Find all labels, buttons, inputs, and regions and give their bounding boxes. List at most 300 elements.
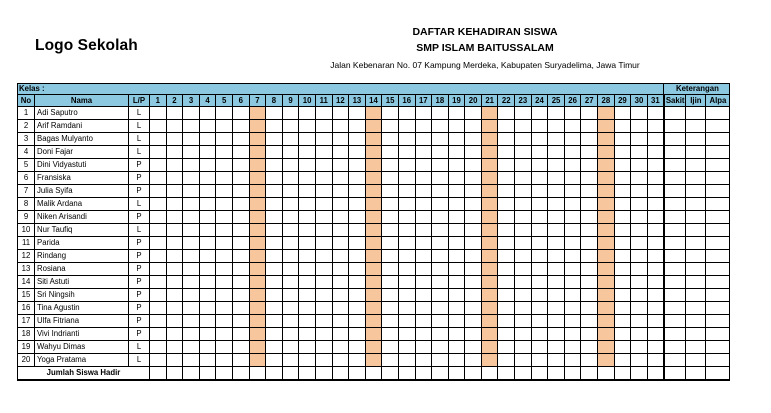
attendance-cell[interactable]	[150, 250, 167, 263]
attendance-cell[interactable]	[465, 341, 482, 354]
attendance-cell[interactable]	[548, 263, 565, 276]
attendance-cell[interactable]	[150, 302, 167, 315]
attendance-cell[interactable]	[515, 237, 532, 250]
attendance-cell[interactable]	[415, 354, 432, 367]
ket-cell-sakit[interactable]	[664, 159, 686, 172]
attendance-cell[interactable]	[598, 107, 615, 120]
ket-cell-alpa[interactable]	[706, 107, 730, 120]
attendance-cell[interactable]	[498, 276, 515, 289]
attendance-cell[interactable]	[315, 133, 332, 146]
attendance-cell[interactable]	[398, 159, 415, 172]
attendance-cell[interactable]	[315, 224, 332, 237]
attendance-cell[interactable]	[349, 250, 366, 263]
attendance-cell[interactable]	[349, 185, 366, 198]
attendance-cell[interactable]	[564, 237, 581, 250]
attendance-cell[interactable]	[614, 146, 631, 159]
attendance-cell[interactable]	[598, 250, 615, 263]
attendance-cell[interactable]	[266, 146, 283, 159]
attendance-cell[interactable]	[631, 302, 648, 315]
attendance-cell[interactable]	[498, 250, 515, 263]
attendance-cell[interactable]	[232, 120, 249, 133]
ket-cell-alpa[interactable]	[706, 159, 730, 172]
attendance-cell[interactable]	[515, 341, 532, 354]
attendance-cell[interactable]	[315, 211, 332, 224]
attendance-cell[interactable]	[432, 315, 449, 328]
attendance-cell[interactable]	[631, 185, 648, 198]
attendance-cell[interactable]	[365, 159, 382, 172]
attendance-cell[interactable]	[232, 107, 249, 120]
attendance-cell[interactable]	[216, 120, 233, 133]
ket-cell-ijin[interactable]	[686, 107, 706, 120]
attendance-cell[interactable]	[315, 250, 332, 263]
attendance-cell[interactable]	[249, 185, 266, 198]
attendance-cell[interactable]	[299, 315, 316, 328]
attendance-cell[interactable]	[315, 185, 332, 198]
ket-cell-sakit[interactable]	[664, 120, 686, 133]
attendance-cell[interactable]	[382, 302, 399, 315]
ket-cell-sakit[interactable]	[664, 354, 686, 367]
attendance-cell[interactable]	[299, 107, 316, 120]
attendance-cell[interactable]	[432, 120, 449, 133]
attendance-cell[interactable]	[232, 159, 249, 172]
attendance-cell[interactable]	[515, 185, 532, 198]
attendance-cell[interactable]	[531, 237, 548, 250]
attendance-cell[interactable]	[183, 198, 200, 211]
attendance-cell[interactable]	[531, 224, 548, 237]
attendance-cell[interactable]	[498, 211, 515, 224]
attendance-cell[interactable]	[365, 237, 382, 250]
attendance-cell[interactable]	[448, 133, 465, 146]
attendance-cell[interactable]	[382, 198, 399, 211]
attendance-cell[interactable]	[166, 159, 183, 172]
attendance-cell[interactable]	[465, 146, 482, 159]
attendance-cell[interactable]	[299, 263, 316, 276]
attendance-cell[interactable]	[199, 146, 216, 159]
attendance-cell[interactable]	[448, 250, 465, 263]
attendance-cell[interactable]	[249, 354, 266, 367]
attendance-cell[interactable]	[481, 250, 498, 263]
attendance-cell[interactable]	[183, 315, 200, 328]
attendance-cell[interactable]	[299, 276, 316, 289]
attendance-cell[interactable]	[448, 237, 465, 250]
attendance-cell[interactable]	[548, 224, 565, 237]
attendance-cell[interactable]	[515, 302, 532, 315]
attendance-cell[interactable]	[232, 263, 249, 276]
attendance-cell[interactable]	[531, 172, 548, 185]
attendance-cell[interactable]	[199, 172, 216, 185]
attendance-cell[interactable]	[166, 120, 183, 133]
attendance-cell[interactable]	[199, 133, 216, 146]
attendance-cell[interactable]	[564, 341, 581, 354]
attendance-cell[interactable]	[531, 198, 548, 211]
attendance-cell[interactable]	[299, 237, 316, 250]
attendance-cell[interactable]	[398, 107, 415, 120]
attendance-cell[interactable]	[598, 276, 615, 289]
attendance-cell[interactable]	[581, 198, 598, 211]
ket-cell-sakit[interactable]	[664, 315, 686, 328]
attendance-cell[interactable]	[581, 185, 598, 198]
attendance-cell[interactable]	[365, 250, 382, 263]
attendance-cell[interactable]	[365, 185, 382, 198]
attendance-cell[interactable]	[166, 263, 183, 276]
ket-cell-ijin[interactable]	[686, 276, 706, 289]
attendance-cell[interactable]	[548, 237, 565, 250]
ket-cell-sakit[interactable]	[664, 302, 686, 315]
attendance-cell[interactable]	[398, 120, 415, 133]
attendance-cell[interactable]	[631, 211, 648, 224]
attendance-cell[interactable]	[382, 120, 399, 133]
attendance-cell[interactable]	[349, 328, 366, 341]
attendance-cell[interactable]	[199, 237, 216, 250]
attendance-cell[interactable]	[564, 133, 581, 146]
ket-cell-alpa[interactable]	[706, 250, 730, 263]
attendance-cell[interactable]	[415, 302, 432, 315]
attendance-cell[interactable]	[249, 341, 266, 354]
attendance-cell[interactable]	[299, 185, 316, 198]
attendance-cell[interactable]	[282, 341, 299, 354]
attendance-cell[interactable]	[183, 237, 200, 250]
attendance-cell[interactable]	[581, 302, 598, 315]
attendance-cell[interactable]	[647, 146, 664, 159]
attendance-cell[interactable]	[564, 328, 581, 341]
attendance-cell[interactable]	[498, 120, 515, 133]
attendance-cell[interactable]	[631, 107, 648, 120]
attendance-cell[interactable]	[531, 146, 548, 159]
attendance-cell[interactable]	[398, 341, 415, 354]
attendance-cell[interactable]	[166, 276, 183, 289]
attendance-cell[interactable]	[564, 211, 581, 224]
attendance-cell[interactable]	[232, 172, 249, 185]
ket-cell-ijin[interactable]	[686, 211, 706, 224]
attendance-cell[interactable]	[332, 120, 349, 133]
attendance-cell[interactable]	[166, 328, 183, 341]
attendance-cell[interactable]	[548, 133, 565, 146]
attendance-cell[interactable]	[249, 133, 266, 146]
attendance-cell[interactable]	[548, 211, 565, 224]
attendance-cell[interactable]	[498, 315, 515, 328]
attendance-cell[interactable]	[166, 172, 183, 185]
attendance-cell[interactable]	[448, 211, 465, 224]
attendance-cell[interactable]	[432, 289, 449, 302]
attendance-cell[interactable]	[365, 289, 382, 302]
attendance-cell[interactable]	[647, 107, 664, 120]
ket-cell-ijin[interactable]	[686, 146, 706, 159]
ket-cell-ijin[interactable]	[686, 289, 706, 302]
attendance-cell[interactable]	[150, 263, 167, 276]
attendance-cell[interactable]	[216, 146, 233, 159]
ket-cell-alpa[interactable]	[706, 224, 730, 237]
attendance-cell[interactable]	[465, 263, 482, 276]
attendance-cell[interactable]	[332, 263, 349, 276]
attendance-cell[interactable]	[282, 289, 299, 302]
attendance-cell[interactable]	[249, 172, 266, 185]
attendance-cell[interactable]	[631, 159, 648, 172]
attendance-cell[interactable]	[647, 302, 664, 315]
attendance-cell[interactable]	[216, 107, 233, 120]
ket-cell-sakit[interactable]	[664, 224, 686, 237]
attendance-cell[interactable]	[150, 237, 167, 250]
attendance-cell[interactable]	[465, 172, 482, 185]
attendance-cell[interactable]	[216, 289, 233, 302]
attendance-cell[interactable]	[349, 276, 366, 289]
ket-cell-ijin[interactable]	[686, 341, 706, 354]
attendance-cell[interactable]	[598, 120, 615, 133]
attendance-cell[interactable]	[481, 159, 498, 172]
attendance-cell[interactable]	[166, 341, 183, 354]
ket-cell-alpa[interactable]	[706, 211, 730, 224]
attendance-cell[interactable]	[448, 302, 465, 315]
attendance-cell[interactable]	[548, 328, 565, 341]
attendance-cell[interactable]	[481, 341, 498, 354]
attendance-cell[interactable]	[498, 302, 515, 315]
attendance-cell[interactable]	[282, 120, 299, 133]
attendance-cell[interactable]	[415, 198, 432, 211]
attendance-cell[interactable]	[581, 328, 598, 341]
attendance-cell[interactable]	[266, 211, 283, 224]
attendance-cell[interactable]	[315, 263, 332, 276]
attendance-cell[interactable]	[465, 107, 482, 120]
attendance-cell[interactable]	[199, 250, 216, 263]
attendance-cell[interactable]	[266, 289, 283, 302]
attendance-cell[interactable]	[349, 172, 366, 185]
attendance-cell[interactable]	[282, 354, 299, 367]
attendance-cell[interactable]	[498, 133, 515, 146]
attendance-cell[interactable]	[266, 159, 283, 172]
attendance-cell[interactable]	[232, 211, 249, 224]
attendance-cell[interactable]	[382, 289, 399, 302]
attendance-cell[interactable]	[216, 341, 233, 354]
attendance-cell[interactable]	[481, 276, 498, 289]
attendance-cell[interactable]	[183, 289, 200, 302]
attendance-cell[interactable]	[232, 250, 249, 263]
attendance-cell[interactable]	[398, 315, 415, 328]
attendance-cell[interactable]	[315, 237, 332, 250]
attendance-cell[interactable]	[415, 107, 432, 120]
attendance-cell[interactable]	[332, 341, 349, 354]
ket-cell-alpa[interactable]	[706, 185, 730, 198]
attendance-cell[interactable]	[564, 107, 581, 120]
attendance-cell[interactable]	[282, 315, 299, 328]
attendance-cell[interactable]	[299, 341, 316, 354]
attendance-cell[interactable]	[266, 250, 283, 263]
attendance-cell[interactable]	[183, 172, 200, 185]
attendance-cell[interactable]	[481, 120, 498, 133]
attendance-cell[interactable]	[249, 107, 266, 120]
attendance-cell[interactable]	[249, 237, 266, 250]
attendance-cell[interactable]	[398, 263, 415, 276]
attendance-cell[interactable]	[548, 159, 565, 172]
attendance-cell[interactable]	[531, 211, 548, 224]
attendance-cell[interactable]	[150, 224, 167, 237]
attendance-cell[interactable]	[465, 289, 482, 302]
attendance-cell[interactable]	[515, 276, 532, 289]
attendance-cell[interactable]	[515, 354, 532, 367]
attendance-cell[interactable]	[216, 237, 233, 250]
attendance-cell[interactable]	[183, 354, 200, 367]
attendance-cell[interactable]	[266, 354, 283, 367]
attendance-cell[interactable]	[365, 172, 382, 185]
attendance-cell[interactable]	[515, 315, 532, 328]
attendance-cell[interactable]	[465, 133, 482, 146]
attendance-cell[interactable]	[166, 354, 183, 367]
attendance-cell[interactable]	[398, 302, 415, 315]
attendance-cell[interactable]	[415, 133, 432, 146]
attendance-cell[interactable]	[199, 263, 216, 276]
attendance-cell[interactable]	[598, 133, 615, 146]
attendance-cell[interactable]	[415, 172, 432, 185]
ket-cell-sakit[interactable]	[664, 276, 686, 289]
attendance-cell[interactable]	[398, 276, 415, 289]
attendance-cell[interactable]	[282, 185, 299, 198]
attendance-cell[interactable]	[448, 146, 465, 159]
attendance-cell[interactable]	[515, 172, 532, 185]
attendance-cell[interactable]	[515, 289, 532, 302]
attendance-cell[interactable]	[432, 133, 449, 146]
attendance-cell[interactable]	[332, 354, 349, 367]
attendance-cell[interactable]	[382, 328, 399, 341]
attendance-cell[interactable]	[249, 263, 266, 276]
attendance-cell[interactable]	[282, 263, 299, 276]
ket-cell-alpa[interactable]	[706, 276, 730, 289]
attendance-cell[interactable]	[647, 185, 664, 198]
attendance-cell[interactable]	[647, 328, 664, 341]
attendance-cell[interactable]	[216, 263, 233, 276]
attendance-cell[interactable]	[216, 159, 233, 172]
attendance-cell[interactable]	[332, 159, 349, 172]
attendance-cell[interactable]	[581, 159, 598, 172]
attendance-cell[interactable]	[515, 224, 532, 237]
attendance-cell[interactable]	[349, 354, 366, 367]
attendance-cell[interactable]	[415, 185, 432, 198]
attendance-cell[interactable]	[481, 185, 498, 198]
attendance-cell[interactable]	[564, 302, 581, 315]
attendance-cell[interactable]	[631, 315, 648, 328]
attendance-cell[interactable]	[183, 263, 200, 276]
attendance-cell[interactable]	[199, 211, 216, 224]
attendance-cell[interactable]	[481, 289, 498, 302]
attendance-cell[interactable]	[315, 341, 332, 354]
attendance-cell[interactable]	[564, 315, 581, 328]
attendance-cell[interactable]	[647, 172, 664, 185]
attendance-cell[interactable]	[232, 354, 249, 367]
attendance-cell[interactable]	[581, 341, 598, 354]
attendance-cell[interactable]	[614, 211, 631, 224]
attendance-cell[interactable]	[183, 224, 200, 237]
attendance-cell[interactable]	[415, 211, 432, 224]
attendance-cell[interactable]	[531, 250, 548, 263]
ket-cell-sakit[interactable]	[664, 146, 686, 159]
attendance-cell[interactable]	[299, 172, 316, 185]
attendance-cell[interactable]	[382, 133, 399, 146]
attendance-cell[interactable]	[531, 341, 548, 354]
attendance-cell[interactable]	[166, 198, 183, 211]
attendance-cell[interactable]	[199, 341, 216, 354]
attendance-cell[interactable]	[432, 250, 449, 263]
attendance-cell[interactable]	[548, 341, 565, 354]
attendance-cell[interactable]	[647, 159, 664, 172]
attendance-cell[interactable]	[415, 328, 432, 341]
ket-cell-ijin[interactable]	[686, 263, 706, 276]
attendance-cell[interactable]	[614, 341, 631, 354]
attendance-cell[interactable]	[299, 159, 316, 172]
attendance-cell[interactable]	[332, 185, 349, 198]
attendance-cell[interactable]	[232, 237, 249, 250]
attendance-cell[interactable]	[598, 237, 615, 250]
attendance-cell[interactable]	[382, 172, 399, 185]
attendance-cell[interactable]	[481, 133, 498, 146]
attendance-cell[interactable]	[282, 133, 299, 146]
attendance-cell[interactable]	[498, 159, 515, 172]
attendance-cell[interactable]	[349, 133, 366, 146]
attendance-cell[interactable]	[432, 354, 449, 367]
attendance-cell[interactable]	[365, 263, 382, 276]
attendance-cell[interactable]	[432, 341, 449, 354]
attendance-cell[interactable]	[332, 237, 349, 250]
attendance-cell[interactable]	[266, 302, 283, 315]
attendance-cell[interactable]	[598, 185, 615, 198]
attendance-cell[interactable]	[548, 185, 565, 198]
attendance-cell[interactable]	[598, 159, 615, 172]
attendance-cell[interactable]	[647, 198, 664, 211]
attendance-cell[interactable]	[465, 224, 482, 237]
attendance-cell[interactable]	[548, 250, 565, 263]
attendance-cell[interactable]	[415, 224, 432, 237]
attendance-cell[interactable]	[614, 276, 631, 289]
attendance-cell[interactable]	[465, 328, 482, 341]
attendance-cell[interactable]	[150, 289, 167, 302]
attendance-cell[interactable]	[498, 146, 515, 159]
attendance-cell[interactable]	[432, 107, 449, 120]
attendance-cell[interactable]	[299, 198, 316, 211]
attendance-cell[interactable]	[432, 146, 449, 159]
attendance-cell[interactable]	[598, 224, 615, 237]
attendance-cell[interactable]	[448, 159, 465, 172]
attendance-cell[interactable]	[382, 250, 399, 263]
attendance-cell[interactable]	[531, 328, 548, 341]
attendance-cell[interactable]	[232, 341, 249, 354]
attendance-cell[interactable]	[564, 198, 581, 211]
attendance-cell[interactable]	[598, 289, 615, 302]
attendance-cell[interactable]	[365, 315, 382, 328]
attendance-cell[interactable]	[315, 328, 332, 341]
attendance-cell[interactable]	[647, 354, 664, 367]
ket-cell-alpa[interactable]	[706, 263, 730, 276]
attendance-cell[interactable]	[232, 315, 249, 328]
attendance-cell[interactable]	[631, 276, 648, 289]
ket-cell-sakit[interactable]	[664, 185, 686, 198]
attendance-cell[interactable]	[531, 107, 548, 120]
attendance-cell[interactable]	[299, 250, 316, 263]
attendance-cell[interactable]	[183, 120, 200, 133]
attendance-cell[interactable]	[581, 315, 598, 328]
attendance-cell[interactable]	[598, 198, 615, 211]
attendance-cell[interactable]	[448, 198, 465, 211]
attendance-cell[interactable]	[249, 250, 266, 263]
ket-cell-ijin[interactable]	[686, 172, 706, 185]
ket-cell-sakit[interactable]	[664, 172, 686, 185]
attendance-cell[interactable]	[332, 250, 349, 263]
attendance-cell[interactable]	[531, 185, 548, 198]
attendance-cell[interactable]	[150, 315, 167, 328]
attendance-cell[interactable]	[481, 354, 498, 367]
attendance-cell[interactable]	[332, 172, 349, 185]
attendance-cell[interactable]	[564, 159, 581, 172]
attendance-cell[interactable]	[382, 211, 399, 224]
attendance-cell[interactable]	[266, 198, 283, 211]
attendance-cell[interactable]	[183, 341, 200, 354]
attendance-cell[interactable]	[531, 289, 548, 302]
attendance-cell[interactable]	[249, 224, 266, 237]
